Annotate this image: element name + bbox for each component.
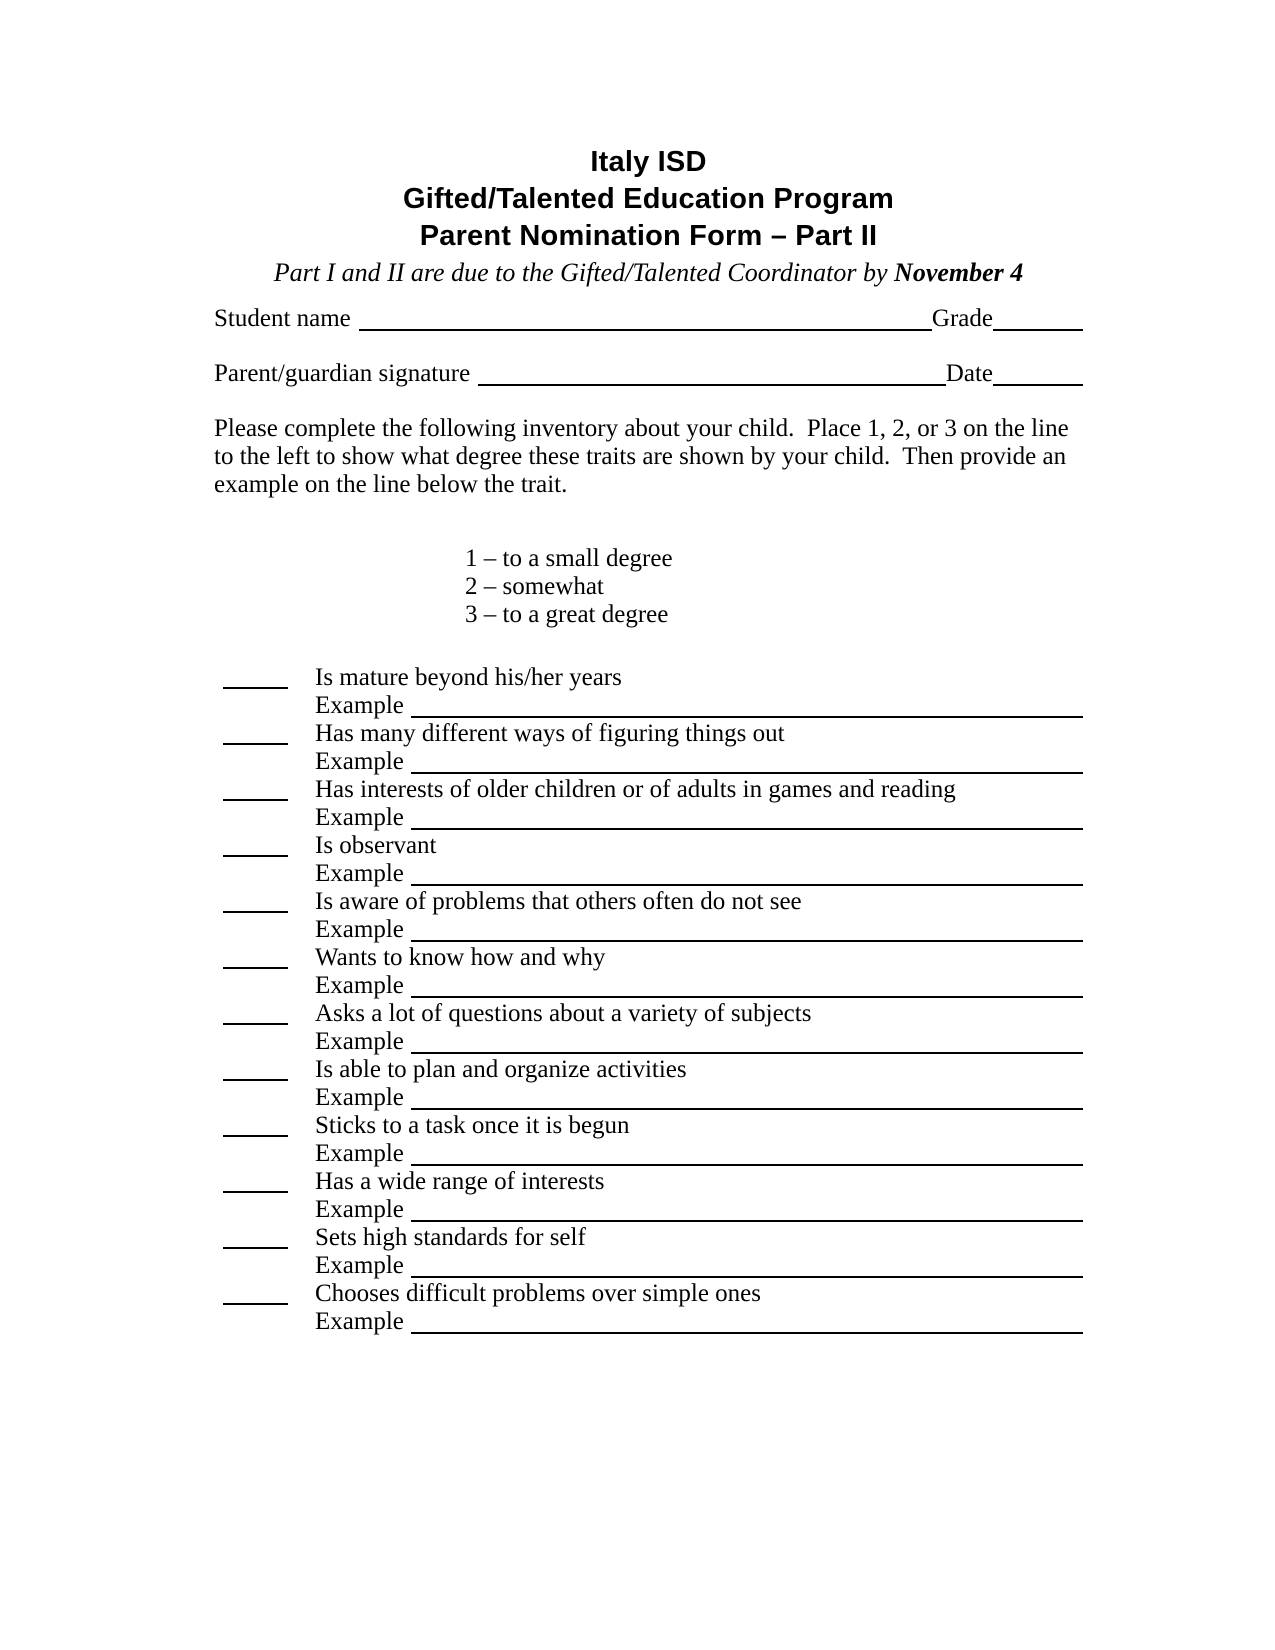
trait-label: Is aware of problems that others often do not see xyxy=(315,888,802,915)
example-label: Example xyxy=(315,692,404,719)
trait-body xyxy=(315,1280,1083,1336)
example-label: Example xyxy=(315,1252,404,1279)
example-blank-line xyxy=(411,771,1083,774)
trait-label: Sticks to a task once it is begun xyxy=(315,1112,630,1139)
student-name-line xyxy=(359,328,932,331)
trait-item xyxy=(214,1168,1083,1224)
example-label: Example xyxy=(315,916,404,943)
example-blank-line xyxy=(411,1051,1083,1054)
rating-blank-line xyxy=(223,720,288,745)
trait-body xyxy=(315,1000,1083,1056)
rating-scale xyxy=(465,545,1083,629)
trait-rating-cell xyxy=(214,664,315,720)
rating-blank-line xyxy=(223,944,288,969)
example-row xyxy=(315,748,1083,776)
trait-item xyxy=(214,1056,1083,1112)
trait-label: Chooses difficult problems over simple ones xyxy=(315,1280,762,1307)
trait-label: Has many different ways of figuring things out xyxy=(315,720,785,747)
form-title-line-2: Gifted/Talented Education Program xyxy=(402,183,895,215)
trait-item xyxy=(214,776,1083,832)
date-label: Date xyxy=(945,360,993,387)
trait-label: Is mature beyond his/her years xyxy=(315,664,622,691)
example-blank-line xyxy=(411,1331,1083,1334)
example-label: Example xyxy=(315,1196,404,1223)
trait-rating-cell xyxy=(214,888,315,944)
example-blank-line xyxy=(411,827,1083,830)
example-blank-line xyxy=(411,1163,1083,1166)
example-label: Example xyxy=(315,972,404,999)
instructions-line: example on the line below the trait. xyxy=(214,471,568,498)
example-row xyxy=(315,692,1083,720)
trait-rating-cell xyxy=(214,1168,315,1224)
rating-scale-line: 3 – to a great degree xyxy=(465,601,669,628)
example-label: Example xyxy=(315,1084,404,1111)
trait-body xyxy=(315,944,1083,1000)
trait-body xyxy=(315,776,1083,832)
signature-line xyxy=(478,383,946,386)
example-label: Example xyxy=(315,1308,404,1335)
example-row xyxy=(315,1308,1083,1336)
example-row xyxy=(315,860,1083,888)
instructions xyxy=(214,415,1083,499)
rating-blank-line xyxy=(223,776,288,801)
due-note-date: November 4 xyxy=(894,258,1024,287)
form-page xyxy=(214,0,1083,1336)
example-row xyxy=(315,916,1083,944)
rating-blank-line xyxy=(223,888,288,913)
trait-item xyxy=(214,720,1083,776)
grade-line xyxy=(993,328,1083,331)
trait-rating-cell xyxy=(214,944,315,1000)
rating-blank-line xyxy=(223,1168,288,1193)
trait-label: Is able to plan and organize activities xyxy=(315,1056,687,1083)
trait-item xyxy=(214,888,1083,944)
trait-label: Has a wide range of interests xyxy=(315,1168,605,1195)
trait-rating-cell xyxy=(214,832,315,888)
example-blank-line xyxy=(411,1275,1083,1278)
trait-label: Wants to know how and why xyxy=(315,944,606,971)
trait-body xyxy=(315,1056,1083,1112)
form-title-line-3: Parent Nomination Form – Part II xyxy=(419,220,878,252)
trait-label: Asks a lot of questions about a variety of subjects xyxy=(315,1000,812,1027)
example-blank-line xyxy=(411,1219,1083,1222)
example-label: Example xyxy=(315,1140,404,1167)
example-row xyxy=(315,972,1083,1000)
signature-label: Parent/guardian signature xyxy=(214,360,471,387)
trait-label: Is observant xyxy=(315,832,437,859)
trait-body xyxy=(315,664,1083,720)
trait-label: Sets high standards for self xyxy=(315,1224,586,1251)
example-blank-line xyxy=(411,715,1083,718)
example-label: Example xyxy=(315,748,404,775)
rating-blank-line xyxy=(223,1280,288,1305)
rating-blank-line xyxy=(223,832,288,857)
date-line xyxy=(993,383,1083,386)
example-row xyxy=(315,1196,1083,1224)
rating-blank-line xyxy=(223,1112,288,1137)
rating-scale-line: 2 – somewhat xyxy=(465,573,604,600)
trait-item xyxy=(214,1112,1083,1168)
trait-body xyxy=(315,1168,1083,1224)
trait-rating-cell xyxy=(214,776,315,832)
example-label: Example xyxy=(315,1028,404,1055)
trait-body xyxy=(315,720,1083,776)
signature-row xyxy=(214,357,1083,388)
trait-rating-cell xyxy=(214,1112,315,1168)
example-blank-line xyxy=(411,939,1083,942)
trait-rating-cell xyxy=(214,1280,315,1336)
example-blank-line xyxy=(411,995,1083,998)
due-note xyxy=(214,256,1083,289)
grade-label: Grade xyxy=(931,305,993,332)
instructions-line: Please complete the following inventory about your child. Place 1, 2, or 3 on the line xyxy=(214,415,1069,442)
rating-blank-line xyxy=(223,1056,288,1081)
trait-item xyxy=(214,944,1083,1000)
trait-body xyxy=(315,832,1083,888)
trait-item xyxy=(214,1000,1083,1056)
rating-blank-line xyxy=(223,664,288,689)
form-title xyxy=(214,144,1083,255)
due-note-text: Part I and II are due to the Gifted/Talented Coordinator by xyxy=(273,258,895,287)
trait-rating-cell xyxy=(214,720,315,776)
trait-body xyxy=(315,1224,1083,1280)
rating-blank-line xyxy=(223,1000,288,1025)
trait-item xyxy=(214,832,1083,888)
trait-body xyxy=(315,1112,1083,1168)
trait-item xyxy=(214,664,1083,720)
example-row xyxy=(315,1140,1083,1168)
example-blank-line xyxy=(411,883,1083,886)
trait-rating-cell xyxy=(214,1056,315,1112)
traits-list xyxy=(214,664,1083,1336)
rating-blank-line xyxy=(223,1224,288,1249)
trait-rating-cell xyxy=(214,1224,315,1280)
form-title-line-1: Italy ISD xyxy=(590,146,707,178)
instructions-line: to the left to show what degree these traits are shown by your child. Then provide an xyxy=(214,443,1067,470)
trait-item xyxy=(214,1224,1083,1280)
student-name-label: Student name xyxy=(214,305,351,332)
example-row xyxy=(315,804,1083,832)
trait-label: Has interests of older children or of adults in games and reading xyxy=(315,776,956,803)
example-label: Example xyxy=(315,860,404,887)
example-row xyxy=(315,1084,1083,1112)
example-blank-line xyxy=(411,1107,1083,1110)
rating-scale-line: 1 – to a small degree xyxy=(465,545,673,572)
example-row xyxy=(315,1028,1083,1056)
student-name-row xyxy=(214,302,1083,333)
trait-item xyxy=(214,1280,1083,1336)
example-row xyxy=(315,1252,1083,1280)
header-fields xyxy=(214,302,1083,388)
trait-rating-cell xyxy=(214,1000,315,1056)
example-label: Example xyxy=(315,804,404,831)
trait-body xyxy=(315,888,1083,944)
